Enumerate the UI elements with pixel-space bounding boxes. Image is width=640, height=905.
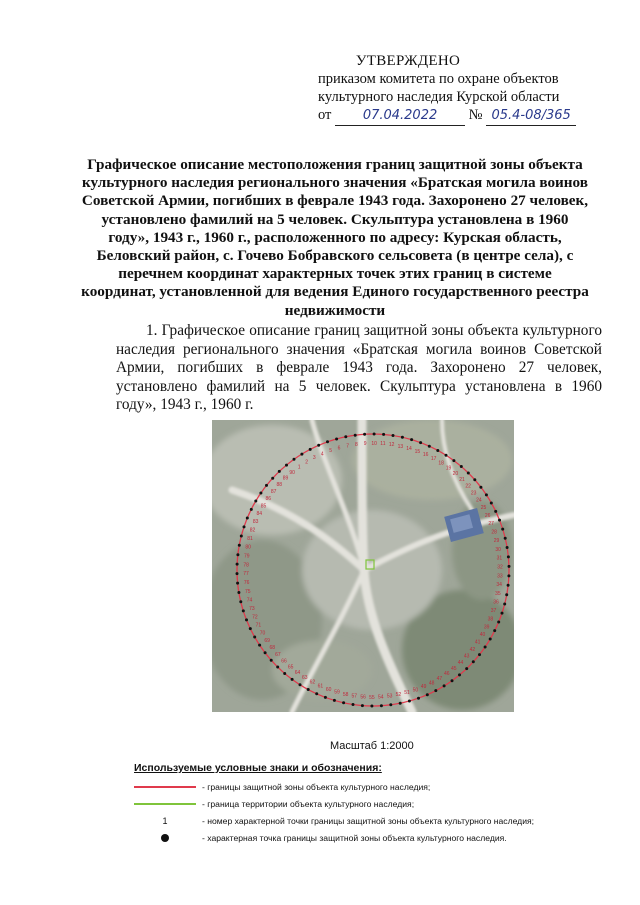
boundary-point bbox=[326, 440, 329, 443]
boundary-point-number: 47 bbox=[436, 676, 443, 683]
boundary-point-number: 4 bbox=[320, 451, 324, 458]
boundary-point bbox=[465, 667, 468, 670]
approval-line-2: культурного наследия Курской области bbox=[318, 89, 560, 105]
boundary-point bbox=[497, 621, 500, 624]
boundary-point bbox=[236, 572, 239, 575]
boundary-point bbox=[445, 454, 448, 457]
boundary-point bbox=[309, 448, 312, 451]
approval-block bbox=[318, 52, 618, 126]
boundary-point bbox=[506, 546, 509, 549]
boundary-point bbox=[419, 441, 422, 444]
boundary-point-number: 65 bbox=[287, 664, 294, 671]
approval-signature-line bbox=[318, 106, 618, 126]
boundary-point-number: 63 bbox=[302, 674, 308, 681]
boundary-point bbox=[246, 517, 249, 520]
boundary-point bbox=[254, 500, 257, 503]
boundary-point-number: 16 bbox=[422, 452, 429, 459]
boundary-point-number: 34 bbox=[496, 582, 502, 589]
boundary-point bbox=[276, 666, 279, 669]
boundary-point-number: 18 bbox=[438, 460, 444, 467]
boundary-point-number: 6 bbox=[337, 445, 341, 452]
boundary-point-number: 1 bbox=[297, 464, 301, 471]
red-line-symbol bbox=[134, 786, 196, 788]
boundary-point-number: 36 bbox=[493, 599, 499, 606]
boundary-point bbox=[472, 660, 475, 663]
boundary-point-number: 17 bbox=[430, 456, 437, 463]
boundary-point bbox=[408, 700, 411, 703]
boundary-point-number: 51 bbox=[404, 690, 410, 697]
boundary-point bbox=[249, 627, 252, 630]
boundary-point bbox=[238, 544, 241, 547]
boundary-point-number: 33 bbox=[497, 573, 503, 580]
boundary-point-number: 11 bbox=[380, 441, 386, 448]
boundary-point bbox=[278, 470, 281, 473]
boundary-point-number: 89 bbox=[282, 475, 289, 482]
boundary-point bbox=[242, 609, 245, 612]
legend bbox=[134, 762, 604, 846]
approval-date: 07.04.2022 bbox=[335, 107, 465, 126]
boundary-point bbox=[380, 704, 383, 707]
boundary-point-number: 44 bbox=[457, 659, 464, 666]
boundary-point-number: 55 bbox=[369, 694, 375, 701]
boundary-point bbox=[428, 445, 431, 448]
legend-item-zone-boundary bbox=[134, 778, 604, 795]
boundary-point bbox=[508, 565, 511, 568]
boundary-point-number: 48 bbox=[428, 680, 435, 687]
point-number-symbol: 1 bbox=[162, 815, 168, 826]
boundary-point-number: 24 bbox=[476, 497, 482, 504]
green-line-symbol bbox=[134, 803, 196, 805]
boundary-point bbox=[392, 434, 395, 437]
boundary-point-number: 8 bbox=[355, 441, 358, 448]
boundary-point bbox=[361, 704, 364, 707]
legend-item-text: - характерная точка границы защитной зоны объекта культурного наследия. bbox=[202, 832, 507, 843]
boundary-point bbox=[443, 684, 446, 687]
boundary-point bbox=[373, 433, 376, 436]
boundary-point bbox=[240, 535, 243, 538]
boundary-point-number: 32 bbox=[497, 564, 503, 571]
legend-item-text: - граница территории объекта культурного наследия; bbox=[202, 798, 415, 809]
boundary-point bbox=[493, 629, 496, 632]
boundary-point bbox=[270, 659, 273, 662]
boundary-point bbox=[245, 618, 248, 621]
boundary-point bbox=[410, 438, 413, 441]
boundary-point-number: 30 bbox=[495, 546, 501, 553]
boundary-point bbox=[489, 638, 492, 641]
boundary-point bbox=[452, 459, 455, 462]
boundary-point bbox=[250, 508, 253, 511]
boundary-point bbox=[382, 433, 385, 436]
boundary-point bbox=[479, 486, 482, 489]
boundary-point-number: 83 bbox=[252, 519, 259, 526]
boundary-point-number: 5 bbox=[329, 448, 332, 455]
boundary-point-number: 45 bbox=[451, 665, 457, 672]
boundary-point-number: 80 bbox=[245, 544, 251, 551]
boundary-point-number: 79 bbox=[244, 553, 250, 560]
boundary-point bbox=[426, 693, 429, 696]
boundary-point-number: 87 bbox=[270, 488, 277, 495]
point-dot-symbol bbox=[161, 834, 169, 842]
boundary-point-number: 19 bbox=[445, 465, 452, 472]
boundary-point-number: 68 bbox=[269, 645, 276, 652]
boundary-point-number: 74 bbox=[246, 597, 253, 604]
boundary-point bbox=[300, 453, 303, 456]
boundary-point-number: 39 bbox=[483, 624, 490, 631]
boundary-point bbox=[333, 699, 336, 702]
boundary-point-number: 76 bbox=[243, 580, 250, 586]
boundary-point bbox=[507, 555, 510, 558]
boundary-point-number: 75 bbox=[245, 588, 251, 595]
boundary-point bbox=[344, 435, 347, 438]
boundary-point bbox=[504, 537, 507, 540]
boundary-point bbox=[324, 696, 327, 699]
boundary-point-number: 43 bbox=[463, 653, 470, 660]
boundary-point-number: 73 bbox=[249, 606, 255, 612]
legend-item-point-number bbox=[134, 812, 604, 829]
boundary-point bbox=[236, 563, 239, 566]
boundary-point-number: 41 bbox=[474, 639, 481, 646]
boundary-point bbox=[299, 683, 302, 686]
boundary-point bbox=[501, 612, 504, 615]
boundary-point bbox=[239, 600, 242, 603]
boundary-point bbox=[283, 672, 286, 675]
boundary-point-number: 14 bbox=[406, 446, 412, 452]
boundary-point-number: 15 bbox=[414, 448, 421, 455]
boundary-point bbox=[505, 593, 508, 596]
boundary-point bbox=[501, 528, 504, 531]
boundary-point-number: 71 bbox=[255, 622, 262, 629]
boundary-point-number: 54 bbox=[378, 694, 384, 701]
boundary-point-number: 78 bbox=[243, 562, 249, 569]
from-label: от bbox=[318, 107, 332, 123]
boundary-point bbox=[473, 478, 476, 481]
boundary-point-number: 69 bbox=[264, 637, 270, 644]
boundary-point bbox=[243, 525, 246, 528]
boundary-point-number: 2 bbox=[305, 459, 308, 466]
boundary-point-number: 59 bbox=[334, 689, 340, 696]
boundary-point-number: 10 bbox=[371, 440, 377, 447]
boundary-point bbox=[237, 591, 240, 594]
boundary-point-number: 86 bbox=[265, 495, 272, 502]
boundary-point-number: 21 bbox=[459, 477, 465, 484]
boundary-point-number: 62 bbox=[309, 679, 316, 686]
boundary-point-number: 49 bbox=[420, 684, 427, 691]
boundary-point bbox=[451, 679, 454, 682]
number-label: № bbox=[468, 107, 483, 123]
boundary-point-number: 22 bbox=[465, 483, 471, 490]
boundary-point bbox=[436, 449, 439, 452]
boundary-point bbox=[236, 582, 239, 585]
boundary-point bbox=[354, 434, 357, 437]
boundary-point-number: 64 bbox=[294, 669, 301, 676]
boundary-point bbox=[258, 644, 261, 647]
section-1-paragraph: 1. Графическое описание границ защитной зоны объекта культурного наследия регионального значения «Братская могила воинов Советской Армии, погибших в феврале 1943 года. Захоронено 27 человек, установлено фамилий на 5 человек. Скульптура установлена в 1960 году», 1943 г., 1960 г. bbox=[116, 322, 602, 413]
boundary-point-number: 20 bbox=[452, 471, 459, 478]
boundary-point bbox=[271, 477, 274, 480]
boundary-point bbox=[507, 584, 510, 587]
boundary-point-number: 50 bbox=[412, 687, 419, 694]
boundary-point bbox=[291, 678, 294, 681]
boundary-point-number: 12 bbox=[388, 442, 395, 449]
boundary-point bbox=[494, 510, 497, 513]
boundary-point-number: 26 bbox=[484, 513, 491, 520]
boundary-point-number: 35 bbox=[495, 590, 501, 597]
legend-item-point bbox=[134, 829, 604, 846]
map-scale: Масштаб 1:2000 bbox=[330, 740, 414, 752]
document-title: Графическое описание местоположения границ защитной зоны объекта культурного наследия регионального значения «Братская могила воинов Советской Армии, погибших в феврале 1943 года. Захоронено 27 человек, установлено фамилий на 5 человек. Скульптура установлена в 1960 году», 1943 г., 1960 г., расположенного по адресу: Курская область, Беловский район, с. Гочево Бобравского сельсовета (в центре села), с перечнем координат характерных точек этих границ в системе координат, установленной для ведения Единого государственного реестра недвижимости bbox=[81, 156, 589, 319]
boundary-point-number: 81 bbox=[247, 536, 253, 543]
boundary-point-number: 3 bbox=[312, 455, 316, 462]
boundary-point bbox=[490, 502, 493, 505]
boundary-point-number: 25 bbox=[480, 505, 487, 512]
boundary-point-number: 67 bbox=[275, 652, 281, 658]
boundary-point-number: 53 bbox=[386, 693, 393, 700]
boundary-point bbox=[293, 458, 296, 461]
legend-item-text: - номер характерной точки границы защитной зоны объекта культурного наследия; bbox=[202, 815, 535, 826]
boundary-point bbox=[458, 673, 461, 676]
boundary-point-number: 66 bbox=[281, 658, 287, 665]
boundary-point bbox=[335, 438, 338, 441]
boundary-point-number: 61 bbox=[317, 683, 324, 690]
boundary-point bbox=[434, 689, 437, 692]
boundary-point bbox=[484, 646, 487, 649]
legend-item-text: - границы защитной зоны объекта культурного наследия; bbox=[202, 781, 431, 792]
boundary-point-number: 70 bbox=[259, 630, 266, 637]
boundary-point bbox=[253, 636, 256, 639]
boundary-point-number: 82 bbox=[249, 527, 256, 534]
boundary-point bbox=[503, 603, 506, 606]
boundary-point-number: 37 bbox=[490, 608, 497, 614]
boundary-point-number: 23 bbox=[470, 490, 477, 497]
boundary-point-number: 60 bbox=[325, 686, 332, 693]
boundary-point-number: 56 bbox=[360, 694, 366, 701]
boundary-point-number: 85 bbox=[260, 503, 267, 510]
boundary-point-number: 29 bbox=[493, 538, 500, 545]
boundary-point bbox=[460, 465, 463, 468]
boundary-point-number: 27 bbox=[488, 521, 494, 528]
boundary-point-number: 90 bbox=[289, 469, 295, 476]
boundary-point bbox=[478, 653, 481, 656]
boundary-point-number: 57 bbox=[351, 693, 358, 700]
boundary-point-number: 42 bbox=[469, 646, 476, 653]
boundary-point bbox=[264, 651, 267, 654]
boundary-point bbox=[259, 492, 262, 495]
boundary-point bbox=[236, 553, 239, 556]
boundary-point bbox=[285, 464, 288, 467]
approval-line-1: приказом комитета по охране объектов bbox=[318, 71, 559, 87]
boundary-point bbox=[417, 697, 420, 700]
boundary-point bbox=[342, 701, 345, 704]
boundary-point-number: 40 bbox=[479, 632, 486, 639]
boundary-point bbox=[315, 692, 318, 695]
boundary-point-number: 7 bbox=[346, 443, 349, 450]
boundary-point bbox=[467, 472, 470, 475]
legend-title: Используемые условные знаки и обозначения: bbox=[134, 762, 382, 774]
boundary-point-number: 72 bbox=[252, 614, 258, 621]
boundary-point bbox=[370, 705, 373, 708]
boundary-point-number: 31 bbox=[496, 555, 503, 562]
boundary-point bbox=[363, 433, 366, 436]
approval-heading: УТВЕРЖДЕНО bbox=[355, 53, 461, 69]
boundary-point-number: 58 bbox=[342, 691, 349, 698]
boundary-point bbox=[498, 519, 501, 522]
boundary-point bbox=[401, 436, 404, 439]
boundary-point bbox=[485, 493, 488, 496]
boundary-map bbox=[212, 420, 514, 712]
boundary-point bbox=[352, 703, 355, 706]
boundary-point-number: 9 bbox=[363, 441, 367, 447]
boundary-point bbox=[399, 702, 402, 705]
boundary-point-number: 88 bbox=[276, 482, 283, 488]
boundary-point-number: 28 bbox=[491, 529, 497, 536]
boundary-point-number: 13 bbox=[397, 443, 404, 450]
legend-item-territory-boundary bbox=[134, 795, 604, 812]
boundary-point-number: 38 bbox=[487, 616, 494, 623]
boundary-point-number: 52 bbox=[395, 692, 402, 699]
boundary-point bbox=[265, 484, 268, 487]
approval-number: 05.4-08/365 bbox=[486, 107, 576, 126]
boundary-point-number: 84 bbox=[256, 511, 263, 518]
boundary-point bbox=[389, 703, 392, 706]
boundary-point bbox=[317, 444, 320, 447]
boundary-point bbox=[507, 574, 510, 577]
boundary-point-number: 77 bbox=[243, 571, 249, 578]
boundary-point bbox=[307, 688, 310, 691]
boundary-point-number: 46 bbox=[444, 671, 450, 678]
